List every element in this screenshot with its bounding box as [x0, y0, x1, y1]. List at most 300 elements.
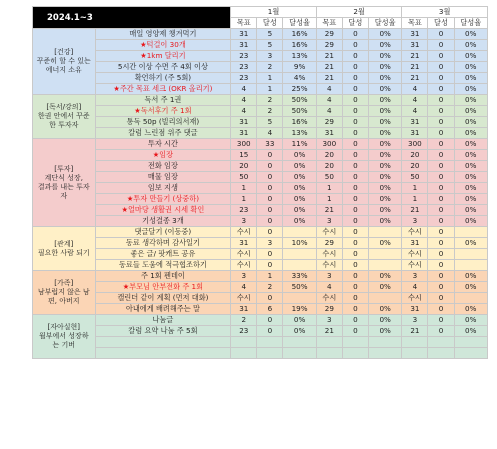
- m2-done-cell[interactable]: 0: [342, 260, 368, 271]
- m1-done-cell[interactable]: 2: [257, 282, 283, 293]
- action-item[interactable]: 동료 생각하며 감사일기: [95, 238, 231, 249]
- action-item[interactable]: 칼럼 느린점 위주 댓글: [95, 128, 231, 139]
- m3-goal-cell[interactable]: 21: [402, 205, 428, 216]
- m1-goal-cell[interactable]: 31: [231, 128, 257, 139]
- m3-rate-cell[interactable]: 0%: [454, 172, 487, 183]
- m2-rate-cell[interactable]: 0%: [368, 139, 401, 150]
- action-item[interactable]: ★턱걸이 30개: [95, 40, 231, 51]
- m1-done-cell[interactable]: 5: [257, 117, 283, 128]
- m3-done-cell[interactable]: 0: [428, 40, 454, 51]
- m2-goal-cell[interactable]: 수시: [316, 260, 342, 271]
- m3-goal-cell[interactable]: 20: [402, 150, 428, 161]
- m2-goal-cell[interactable]: 21: [316, 62, 342, 73]
- action-item[interactable]: ★부모님 안부전화 주 1회: [95, 282, 231, 293]
- m3-goal-cell[interactable]: 수시: [402, 260, 428, 271]
- m2-rate-cell[interactable]: [368, 249, 401, 260]
- month-header-3[interactable]: 3월: [402, 7, 488, 18]
- m2-goal-cell[interactable]: 4: [316, 84, 342, 95]
- m1-goal-cell[interactable]: 수시: [231, 260, 257, 271]
- m2-done-cell[interactable]: 0: [342, 106, 368, 117]
- action-item[interactable]: [95, 348, 231, 359]
- col-header-rate[interactable]: 달성율: [283, 18, 316, 29]
- action-item[interactable]: 나눔글: [95, 315, 231, 326]
- m2-rate-cell[interactable]: 0%: [368, 29, 401, 40]
- m1-rate-cell[interactable]: 0%: [283, 194, 316, 205]
- m2-done-cell[interactable]: 0: [342, 139, 368, 150]
- m1-done-cell[interactable]: 0: [257, 161, 283, 172]
- m1-goal-cell[interactable]: 23: [231, 73, 257, 84]
- m3-done-cell[interactable]: 0: [428, 282, 454, 293]
- m2-done-cell[interactable]: 0: [342, 150, 368, 161]
- m2-goal-cell[interactable]: 수시: [316, 227, 342, 238]
- m1-rate-cell[interactable]: 9%: [283, 62, 316, 73]
- col-header-goal[interactable]: 목표: [231, 18, 257, 29]
- m3-rate-cell[interactable]: 0%: [454, 238, 487, 249]
- action-item[interactable]: ★투자 만들기 (상중하): [95, 194, 231, 205]
- m2-goal-cell[interactable]: 4: [316, 95, 342, 106]
- action-item[interactable]: ★주간 목표 세크 (OKR 올리기): [95, 84, 231, 95]
- m1-done-cell[interactable]: 0: [257, 150, 283, 161]
- m3-goal-cell[interactable]: 1: [402, 194, 428, 205]
- m3-rate-cell[interactable]: 0%: [454, 205, 487, 216]
- m1-goal-cell[interactable]: 4: [231, 282, 257, 293]
- col-header-done[interactable]: 달성: [428, 18, 454, 29]
- m2-done-cell[interactable]: [342, 348, 368, 359]
- m2-done-cell[interactable]: 0: [342, 172, 368, 183]
- action-item[interactable]: 투자 시간: [95, 139, 231, 150]
- m2-done-cell[interactable]: 0: [342, 117, 368, 128]
- m3-rate-cell[interactable]: 0%: [454, 194, 487, 205]
- m2-done-cell[interactable]: [342, 337, 368, 348]
- m3-done-cell[interactable]: [428, 348, 454, 359]
- m2-goal-cell[interactable]: 29: [316, 304, 342, 315]
- m1-rate-cell[interactable]: 0%: [283, 150, 316, 161]
- m3-goal-cell[interactable]: 31: [402, 29, 428, 40]
- m2-rate-cell[interactable]: [368, 227, 401, 238]
- m3-done-cell[interactable]: 0: [428, 293, 454, 304]
- m2-done-cell[interactable]: 0: [342, 62, 368, 73]
- m2-goal-cell[interactable]: 21: [316, 51, 342, 62]
- m3-rate-cell[interactable]: 0%: [454, 95, 487, 106]
- m3-rate-cell[interactable]: 0%: [454, 29, 487, 40]
- m1-goal-cell[interactable]: 23: [231, 51, 257, 62]
- m1-rate-cell[interactable]: 16%: [283, 117, 316, 128]
- m1-rate-cell[interactable]: 0%: [283, 326, 316, 337]
- m2-goal-cell[interactable]: 수시: [316, 249, 342, 260]
- m2-goal-cell[interactable]: 50: [316, 172, 342, 183]
- m3-goal-cell[interactable]: 21: [402, 73, 428, 84]
- m1-rate-cell[interactable]: 13%: [283, 51, 316, 62]
- m2-goal-cell[interactable]: 3: [316, 216, 342, 227]
- m3-done-cell[interactable]: 0: [428, 62, 454, 73]
- m2-done-cell[interactable]: 0: [342, 304, 368, 315]
- m1-done-cell[interactable]: 2: [257, 95, 283, 106]
- m2-rate-cell[interactable]: [368, 260, 401, 271]
- col-header-goal[interactable]: 목표: [402, 18, 428, 29]
- m2-done-cell[interactable]: 0: [342, 161, 368, 172]
- m2-rate-cell[interactable]: 0%: [368, 150, 401, 161]
- m2-goal-cell[interactable]: 3: [316, 315, 342, 326]
- m1-rate-cell[interactable]: 0%: [283, 315, 316, 326]
- m3-goal-cell[interactable]: 3: [402, 271, 428, 282]
- m1-rate-cell[interactable]: 4%: [283, 73, 316, 84]
- m1-goal-cell[interactable]: 31: [231, 29, 257, 40]
- m2-done-cell[interactable]: 0: [342, 227, 368, 238]
- m1-goal-cell[interactable]: 31: [231, 304, 257, 315]
- action-item[interactable]: 임보 지생: [95, 183, 231, 194]
- m2-goal-cell[interactable]: 20: [316, 150, 342, 161]
- m3-rate-cell[interactable]: 0%: [454, 106, 487, 117]
- m1-rate-cell[interactable]: 19%: [283, 304, 316, 315]
- m1-rate-cell[interactable]: 50%: [283, 282, 316, 293]
- m2-done-cell[interactable]: 0: [342, 84, 368, 95]
- m3-done-cell[interactable]: 0: [428, 95, 454, 106]
- m2-goal-cell[interactable]: 1: [316, 183, 342, 194]
- m3-done-cell[interactable]: 0: [428, 205, 454, 216]
- m3-done-cell[interactable]: 0: [428, 51, 454, 62]
- m1-rate-cell[interactable]: 50%: [283, 106, 316, 117]
- m3-rate-cell[interactable]: [454, 293, 487, 304]
- m1-done-cell[interactable]: 3: [257, 238, 283, 249]
- m2-rate-cell[interactable]: 0%: [368, 216, 401, 227]
- category-label-health[interactable]: [건강] 꾸준히 할 수 있는 에너지 소유: [33, 29, 96, 95]
- col-header-rate[interactable]: 달성율: [454, 18, 487, 29]
- m1-goal-cell[interactable]: 300: [231, 139, 257, 150]
- m2-goal-cell[interactable]: 20: [316, 161, 342, 172]
- m2-done-cell[interactable]: 0: [342, 216, 368, 227]
- m1-goal-cell[interactable]: 2: [231, 315, 257, 326]
- m2-goal-cell[interactable]: 31: [316, 128, 342, 139]
- m3-rate-cell[interactable]: 0%: [454, 282, 487, 293]
- m3-goal-cell[interactable]: 1: [402, 183, 428, 194]
- m2-done-cell[interactable]: 0: [342, 51, 368, 62]
- m2-goal-cell[interactable]: 21: [316, 205, 342, 216]
- m1-done-cell[interactable]: 0: [257, 172, 283, 183]
- m3-rate-cell[interactable]: 0%: [454, 150, 487, 161]
- col-header-done[interactable]: 달성: [342, 18, 368, 29]
- action-item[interactable]: 동료들 도움에 적극협조하기: [95, 260, 231, 271]
- m1-rate-cell[interactable]: 16%: [283, 29, 316, 40]
- m3-goal-cell[interactable]: 31: [402, 304, 428, 315]
- m3-rate-cell[interactable]: 0%: [454, 326, 487, 337]
- m2-done-cell[interactable]: 0: [342, 128, 368, 139]
- m2-rate-cell[interactable]: 0%: [368, 315, 401, 326]
- m1-done-cell[interactable]: 6: [257, 304, 283, 315]
- m2-rate-cell[interactable]: 0%: [368, 326, 401, 337]
- m2-done-cell[interactable]: 0: [342, 271, 368, 282]
- m3-goal-cell[interactable]: 21: [402, 62, 428, 73]
- m3-goal-cell[interactable]: 50: [402, 172, 428, 183]
- m3-rate-cell[interactable]: 0%: [454, 271, 487, 282]
- action-item[interactable]: 아내에게 배려해주는 말: [95, 304, 231, 315]
- action-item[interactable]: 매일 영양제 챙겨먹기: [95, 29, 231, 40]
- m2-goal-cell[interactable]: 29: [316, 29, 342, 40]
- m1-goal-cell[interactable]: 23: [231, 205, 257, 216]
- m3-rate-cell[interactable]: 0%: [454, 128, 487, 139]
- m3-rate-cell[interactable]: 0%: [454, 51, 487, 62]
- m2-goal-cell[interactable]: 29: [316, 238, 342, 249]
- m3-rate-cell[interactable]: [454, 249, 487, 260]
- m2-done-cell[interactable]: 0: [342, 326, 368, 337]
- period-title[interactable]: 2024.1~3: [33, 7, 231, 29]
- m1-rate-cell[interactable]: 50%: [283, 95, 316, 106]
- m2-rate-cell[interactable]: [368, 337, 401, 348]
- m2-rate-cell[interactable]: 0%: [368, 271, 401, 282]
- m1-done-cell[interactable]: 0: [257, 216, 283, 227]
- m3-done-cell[interactable]: 0: [428, 29, 454, 40]
- m3-done-cell[interactable]: 0: [428, 216, 454, 227]
- m3-rate-cell[interactable]: 0%: [454, 84, 487, 95]
- m1-done-cell[interactable]: 0: [257, 249, 283, 260]
- action-item[interactable]: 5시간 이상 수면 주 4회 이상: [95, 62, 231, 73]
- action-item[interactable]: 기성결종 3개: [95, 216, 231, 227]
- m1-rate-cell[interactable]: [283, 260, 316, 271]
- m1-goal-cell[interactable]: [231, 337, 257, 348]
- m2-rate-cell[interactable]: 0%: [368, 161, 401, 172]
- m2-goal-cell[interactable]: 21: [316, 73, 342, 84]
- m3-goal-cell[interactable]: 3: [402, 315, 428, 326]
- m3-done-cell[interactable]: 0: [428, 128, 454, 139]
- m2-rate-cell[interactable]: 0%: [368, 62, 401, 73]
- m1-done-cell[interactable]: 0: [257, 194, 283, 205]
- m3-done-cell[interactable]: 0: [428, 249, 454, 260]
- m1-done-cell[interactable]: 0: [257, 326, 283, 337]
- m3-done-cell[interactable]: 0: [428, 271, 454, 282]
- action-item[interactable]: 독서 주 1권: [95, 95, 231, 106]
- m2-rate-cell[interactable]: 0%: [368, 95, 401, 106]
- m3-rate-cell[interactable]: [454, 337, 487, 348]
- m3-goal-cell[interactable]: 수시: [402, 293, 428, 304]
- m3-rate-cell[interactable]: 0%: [454, 73, 487, 84]
- m3-goal-cell[interactable]: 31: [402, 40, 428, 51]
- m2-goal-cell[interactable]: [316, 348, 342, 359]
- m1-done-cell[interactable]: [257, 348, 283, 359]
- m2-rate-cell[interactable]: 0%: [368, 106, 401, 117]
- m1-done-cell[interactable]: 0: [257, 260, 283, 271]
- m1-rate-cell[interactable]: [283, 249, 316, 260]
- m3-goal-cell[interactable]: 4: [402, 84, 428, 95]
- m1-done-cell[interactable]: 1: [257, 73, 283, 84]
- m3-goal-cell[interactable]: [402, 348, 428, 359]
- m2-done-cell[interactable]: 0: [342, 95, 368, 106]
- m3-done-cell[interactable]: 0: [428, 183, 454, 194]
- m3-goal-cell[interactable]: 31: [402, 238, 428, 249]
- action-item[interactable]: ★얼마당 생활권 시세 확인: [95, 205, 231, 216]
- m3-rate-cell[interactable]: [454, 348, 487, 359]
- m2-rate-cell[interactable]: 0%: [368, 51, 401, 62]
- m1-rate-cell[interactable]: 0%: [283, 172, 316, 183]
- m3-done-cell[interactable]: 0: [428, 172, 454, 183]
- m2-done-cell[interactable]: 0: [342, 40, 368, 51]
- m1-done-cell[interactable]: 1: [257, 84, 283, 95]
- m3-done-cell[interactable]: 0: [428, 304, 454, 315]
- m3-rate-cell[interactable]: 0%: [454, 117, 487, 128]
- m1-rate-cell[interactable]: 0%: [283, 161, 316, 172]
- action-item[interactable]: 전화 임장: [95, 161, 231, 172]
- m3-rate-cell[interactable]: 0%: [454, 315, 487, 326]
- m2-done-cell[interactable]: 0: [342, 205, 368, 216]
- m3-done-cell[interactable]: 0: [428, 84, 454, 95]
- m2-done-cell[interactable]: 0: [342, 293, 368, 304]
- m3-rate-cell[interactable]: 0%: [454, 139, 487, 150]
- m3-goal-cell[interactable]: 21: [402, 51, 428, 62]
- m2-rate-cell[interactable]: [368, 348, 401, 359]
- m3-goal-cell[interactable]: 31: [402, 117, 428, 128]
- m1-goal-cell[interactable]: 수시: [231, 227, 257, 238]
- m1-rate-cell[interactable]: 13%: [283, 128, 316, 139]
- m1-goal-cell[interactable]: 3: [231, 216, 257, 227]
- m3-goal-cell[interactable]: 수시: [402, 227, 428, 238]
- m1-goal-cell[interactable]: [231, 348, 257, 359]
- m2-rate-cell[interactable]: 0%: [368, 194, 401, 205]
- m1-rate-cell[interactable]: 0%: [283, 216, 316, 227]
- m1-goal-cell[interactable]: 31: [231, 40, 257, 51]
- m1-done-cell[interactable]: 0: [257, 293, 283, 304]
- m2-goal-cell[interactable]: 29: [316, 117, 342, 128]
- col-header-goal[interactable]: 목표: [316, 18, 342, 29]
- m1-done-cell[interactable]: 5: [257, 40, 283, 51]
- category-label-relation[interactable]: [관계] 필요한 사람 되기: [33, 227, 96, 271]
- m1-done-cell[interactable]: 1: [257, 271, 283, 282]
- m1-goal-cell[interactable]: 50: [231, 172, 257, 183]
- action-item[interactable]: 매물 임장: [95, 172, 231, 183]
- m1-done-cell[interactable]: 0: [257, 315, 283, 326]
- m2-rate-cell[interactable]: 0%: [368, 183, 401, 194]
- m3-done-cell[interactable]: 0: [428, 150, 454, 161]
- m3-rate-cell[interactable]: 0%: [454, 62, 487, 73]
- action-item[interactable]: 확언하기 (주 5회): [95, 73, 231, 84]
- m2-rate-cell[interactable]: 0%: [368, 117, 401, 128]
- m3-rate-cell[interactable]: [454, 260, 487, 271]
- m2-done-cell[interactable]: 0: [342, 194, 368, 205]
- m1-done-cell[interactable]: 0: [257, 227, 283, 238]
- action-item[interactable]: ★임장: [95, 150, 231, 161]
- action-item[interactable]: ★1km 달리기: [95, 51, 231, 62]
- m1-rate-cell[interactable]: [283, 337, 316, 348]
- m3-done-cell[interactable]: 0: [428, 194, 454, 205]
- month-header-2[interactable]: 2월: [316, 7, 402, 18]
- m3-done-cell[interactable]: 0: [428, 161, 454, 172]
- m1-goal-cell[interactable]: 23: [231, 326, 257, 337]
- col-header-rate[interactable]: 달성율: [368, 18, 401, 29]
- m3-done-cell[interactable]: [428, 337, 454, 348]
- m3-done-cell[interactable]: 0: [428, 139, 454, 150]
- m1-done-cell[interactable]: 0: [257, 205, 283, 216]
- m3-rate-cell[interactable]: 0%: [454, 161, 487, 172]
- m3-rate-cell[interactable]: 0%: [454, 40, 487, 51]
- m1-rate-cell[interactable]: 25%: [283, 84, 316, 95]
- m3-goal-cell[interactable]: 31: [402, 128, 428, 139]
- category-label-self[interactable]: [자아실현] 월부에서 성장하 는 기버: [33, 315, 96, 359]
- m1-rate-cell[interactable]: [283, 227, 316, 238]
- m1-done-cell[interactable]: 5: [257, 29, 283, 40]
- m2-rate-cell[interactable]: 0%: [368, 282, 401, 293]
- m3-rate-cell[interactable]: 0%: [454, 216, 487, 227]
- m2-goal-cell[interactable]: 21: [316, 326, 342, 337]
- m1-done-cell[interactable]: 2: [257, 106, 283, 117]
- m2-rate-cell[interactable]: 0%: [368, 304, 401, 315]
- m3-goal-cell[interactable]: [402, 337, 428, 348]
- action-item[interactable]: 칼럼 요약 나눔 주 5회: [95, 326, 231, 337]
- m3-rate-cell[interactable]: 0%: [454, 183, 487, 194]
- m1-rate-cell[interactable]: 11%: [283, 139, 316, 150]
- m2-rate-cell[interactable]: 0%: [368, 73, 401, 84]
- action-item[interactable]: ★독서후기 주 1회: [95, 106, 231, 117]
- m3-goal-cell[interactable]: 4: [402, 282, 428, 293]
- m2-done-cell[interactable]: 0: [342, 73, 368, 84]
- m2-goal-cell[interactable]: 수시: [316, 293, 342, 304]
- m2-rate-cell[interactable]: 0%: [368, 128, 401, 139]
- m1-done-cell[interactable]: 33: [257, 139, 283, 150]
- m3-done-cell[interactable]: 0: [428, 117, 454, 128]
- m2-rate-cell[interactable]: 0%: [368, 172, 401, 183]
- action-item[interactable]: 주 1회 펜데이: [95, 271, 231, 282]
- m1-rate-cell[interactable]: 10%: [283, 238, 316, 249]
- m2-goal-cell[interactable]: 3: [316, 271, 342, 282]
- m1-rate-cell[interactable]: 0%: [283, 183, 316, 194]
- m2-rate-cell[interactable]: 0%: [368, 84, 401, 95]
- m3-goal-cell[interactable]: 3: [402, 216, 428, 227]
- m3-done-cell[interactable]: 0: [428, 227, 454, 238]
- m1-goal-cell[interactable]: 20: [231, 161, 257, 172]
- m3-goal-cell[interactable]: 수시: [402, 249, 428, 260]
- m3-goal-cell[interactable]: 4: [402, 95, 428, 106]
- m2-done-cell[interactable]: 0: [342, 238, 368, 249]
- m2-done-cell[interactable]: 0: [342, 29, 368, 40]
- m2-done-cell[interactable]: 0: [342, 315, 368, 326]
- action-item[interactable]: 댓글달기 (이동중): [95, 227, 231, 238]
- m2-done-cell[interactable]: 0: [342, 282, 368, 293]
- category-label-family[interactable]: [가족] 남부럽지 않은 남 편, 아버지: [33, 271, 96, 315]
- m1-goal-cell[interactable]: 수시: [231, 293, 257, 304]
- action-item[interactable]: 캘린더 같이 계획 (먼저 대화): [95, 293, 231, 304]
- m1-done-cell[interactable]: [257, 337, 283, 348]
- m2-goal-cell[interactable]: 4: [316, 282, 342, 293]
- m1-rate-cell[interactable]: 16%: [283, 40, 316, 51]
- m3-done-cell[interactable]: 0: [428, 315, 454, 326]
- m3-rate-cell[interactable]: [454, 227, 487, 238]
- m2-rate-cell[interactable]: 0%: [368, 238, 401, 249]
- m1-done-cell[interactable]: 2: [257, 62, 283, 73]
- m1-rate-cell[interactable]: [283, 348, 316, 359]
- action-item[interactable]: 좋은 글/ 팟캐트 공유: [95, 249, 231, 260]
- m3-rate-cell[interactable]: 0%: [454, 304, 487, 315]
- m1-goal-cell[interactable]: 31: [231, 238, 257, 249]
- m1-goal-cell[interactable]: 수시: [231, 249, 257, 260]
- action-item[interactable]: [95, 337, 231, 348]
- m2-done-cell[interactable]: 0: [342, 183, 368, 194]
- m3-done-cell[interactable]: 0: [428, 106, 454, 117]
- m2-goal-cell[interactable]: 29: [316, 40, 342, 51]
- m3-done-cell[interactable]: 0: [428, 238, 454, 249]
- m3-goal-cell[interactable]: 21: [402, 326, 428, 337]
- m1-goal-cell[interactable]: 31: [231, 117, 257, 128]
- m1-rate-cell[interactable]: [283, 293, 316, 304]
- month-header-1[interactable]: 1월: [231, 7, 317, 18]
- m2-goal-cell[interactable]: [316, 337, 342, 348]
- m3-goal-cell[interactable]: 300: [402, 139, 428, 150]
- m1-done-cell[interactable]: 0: [257, 183, 283, 194]
- m2-rate-cell[interactable]: 0%: [368, 40, 401, 51]
- m1-done-cell[interactable]: 4: [257, 128, 283, 139]
- m2-rate-cell[interactable]: 0%: [368, 205, 401, 216]
- m1-goal-cell[interactable]: 1: [231, 194, 257, 205]
- m2-goal-cell[interactable]: 4: [316, 106, 342, 117]
- m1-goal-cell[interactable]: 1: [231, 183, 257, 194]
- m3-done-cell[interactable]: 0: [428, 73, 454, 84]
- action-item[interactable]: 통독 50p (빌리의서재): [95, 117, 231, 128]
- m1-rate-cell[interactable]: 33%: [283, 271, 316, 282]
